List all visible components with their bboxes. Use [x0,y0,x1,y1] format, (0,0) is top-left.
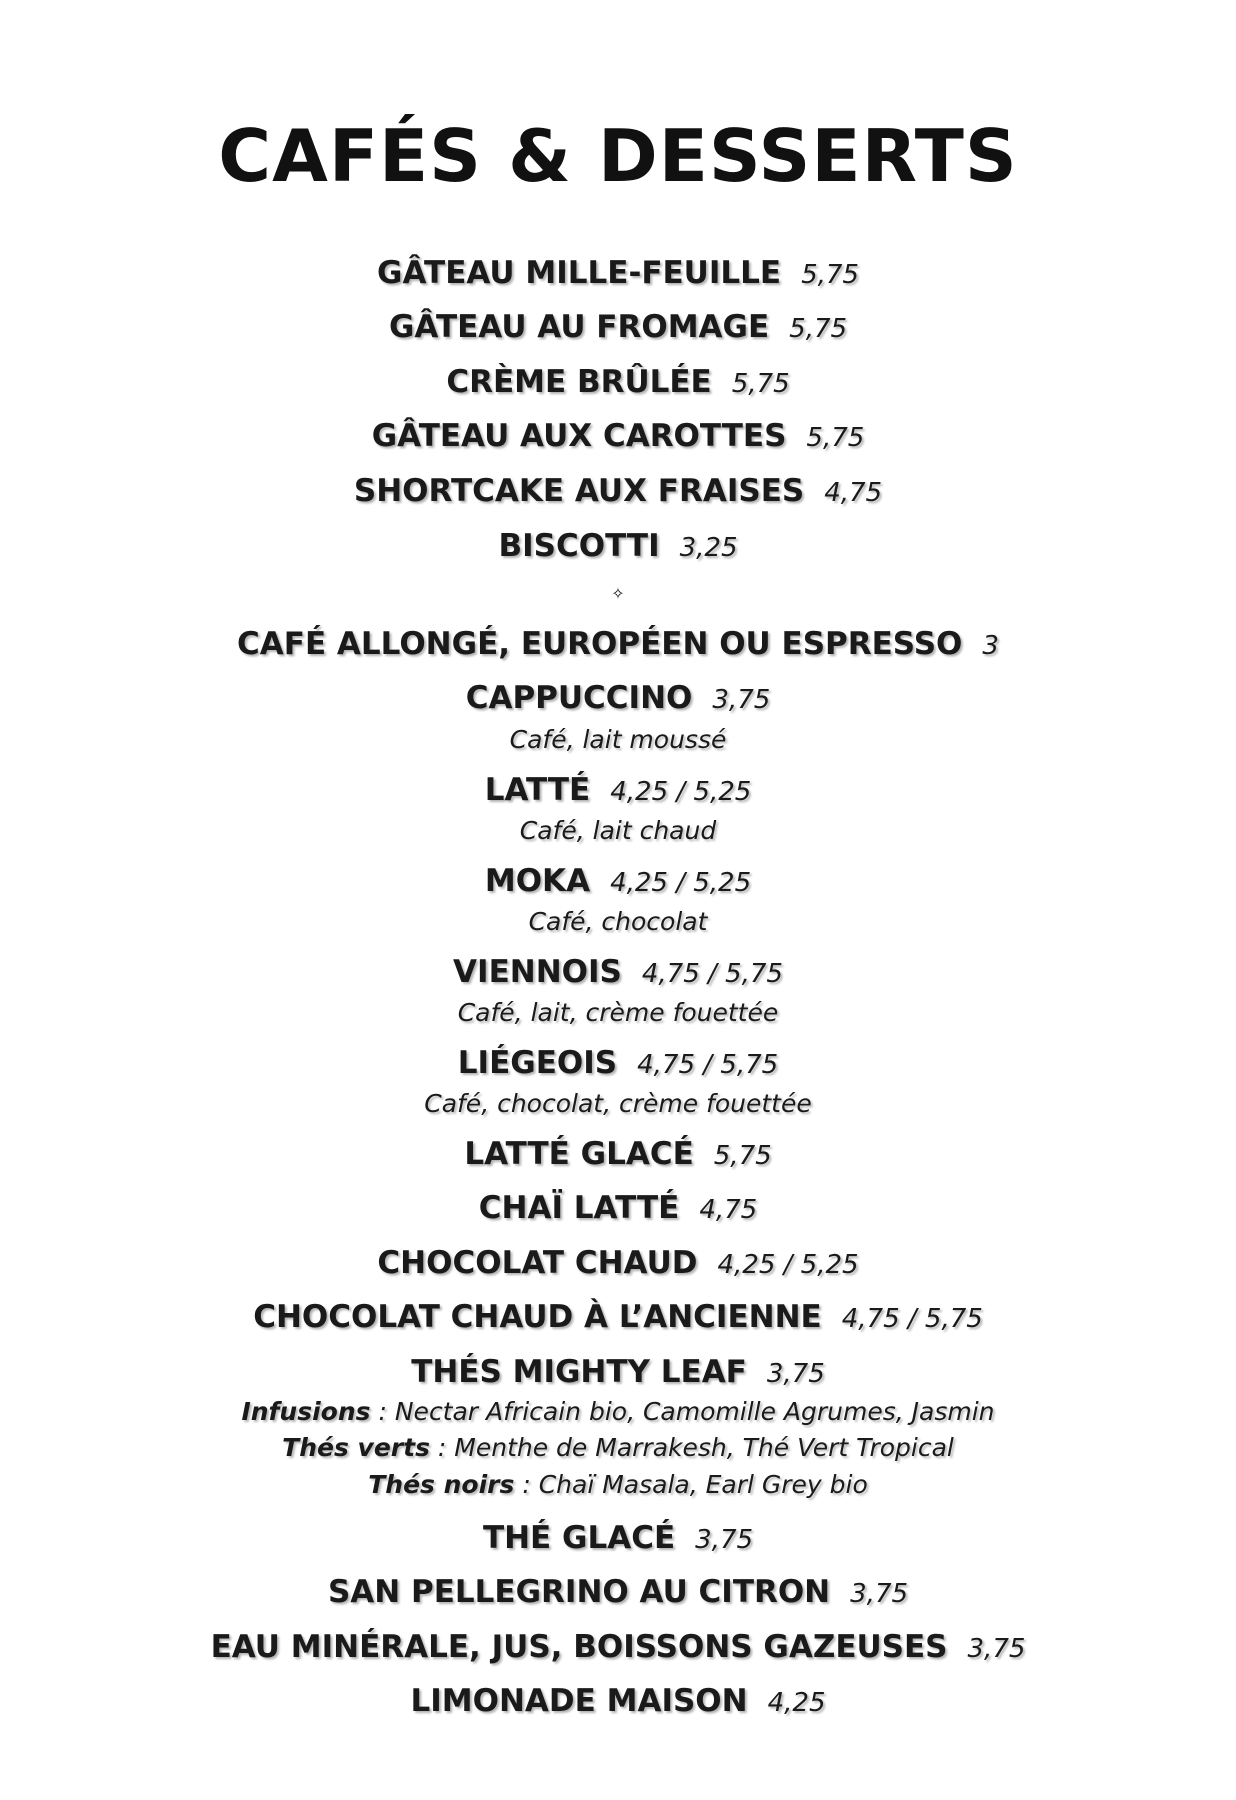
item-price: 4,75 / 5,75 [841,1304,983,1334]
tea-items: Nectar Africain bio, Camomille Agrumes, Jasmin [394,1397,995,1426]
page-title: CAFÉS & DESSERTS [218,114,1018,198]
item-price: 4,25 / 5,25 [610,868,752,898]
tea-category-label: Infusions [241,1397,371,1426]
item-price: 5,75 [806,423,865,453]
item-description: Café, chocolat, crème fouettée [424,1089,812,1118]
menu-item-drink [0,1188,1236,1233]
tea-category-label: Thés noirs [368,1470,515,1499]
item-price: 3,75 [766,1359,825,1389]
menu-item-drink [0,624,1236,669]
item-name: SHORTCAKE AUX FRAISES [353,473,805,509]
menu-item-dessert [0,362,1236,407]
tea-separator: : [429,1433,455,1462]
item-name: GÂTEAU AU FROMAGE [388,309,770,345]
item-name: LIMONADE MAISON [410,1683,748,1719]
item-name: LATTÉ [484,772,591,808]
item-name: EAU MINÉRALE, JUS, BOISSONS GAZEUSES [210,1629,948,1665]
menu-item-drink [0,1297,1236,1342]
menu-item-drink [0,1043,1236,1088]
item-name: GÂTEAU AUX CAROTTES [371,418,787,454]
tea-list-line [0,1468,1236,1502]
item-name: MOKA [484,863,591,899]
menu-item-dessert [0,253,1236,298]
item-price: 3,75 [850,1579,909,1609]
item-price: 3,75 [695,1525,754,1555]
item-name: BISCOTTI [498,528,660,564]
item-name: CHOCOLAT CHAUD À L’ANCIENNE [253,1299,822,1335]
menu-item-drink [0,1681,1236,1726]
menu-item-drink [0,1352,1236,1397]
item-price: 3 [982,631,999,661]
tea-list-line [0,1395,1236,1429]
item-price: 5,75 [731,369,790,399]
item-price: 3,75 [712,685,771,715]
menu-item-drink [0,1627,1236,1672]
item-name: CHOCOLAT CHAUD [377,1245,698,1281]
item-price: 3,25 [679,533,738,563]
tea-category-label: Thés verts [282,1433,430,1462]
item-name: THÉ GLACÉ [482,1520,676,1556]
item-price: 5,75 [801,260,859,290]
menu-item-drink [0,861,1236,906]
tea-items: Menthe de Marrakesh, Thé Vert Tropical [454,1433,954,1462]
item-price: 4,25 [767,1688,826,1718]
menu-item-drink [0,1518,1236,1563]
menu-item-dessert [0,471,1236,516]
item-price: 4,25 / 5,25 [717,1250,859,1280]
menu-item-drink [0,770,1236,815]
menu-item-drink [0,952,1236,997]
menu-item-dessert [0,526,1236,571]
item-name: SAN PELLEGRINO AU CITRON [327,1574,831,1610]
item-name: CAFÉ ALLONGÉ, EUROPÉEN OU ESPRESSO [237,626,963,662]
item-description: Café, lait moussé [509,725,727,754]
item-name: CRÈME BRÛLÉE [446,364,712,400]
item-name: LIÉGEOIS [457,1045,618,1081]
menu-item-drink [0,1134,1236,1179]
item-price: 3,75 [967,1634,1026,1664]
item-price: 4,75 / 5,75 [641,959,783,989]
tea-items: Chaï Masala, Earl Grey bio [538,1470,868,1499]
menu-item-drink [0,678,1236,723]
item-price: 4,75 [824,478,883,508]
menu-item-dessert [0,307,1236,352]
item-name: GÂTEAU MILLE-FEUILLE [377,255,782,291]
item-price: 5,75 [789,314,848,344]
menu-item-drink [0,1243,1236,1288]
item-name: VIENNOIS [453,954,622,990]
item-description: Café, lait chaud [519,816,717,845]
item-name: LATTÉ GLACÉ [464,1136,694,1172]
item-name: THÉS MIGHTY LEAF [411,1354,747,1390]
tea-list-line [0,1431,1236,1465]
item-price: 4,25 / 5,25 [610,777,752,807]
menu-item-dessert [0,416,1236,461]
item-price: 4,75 [699,1195,758,1225]
tea-separator: : [514,1470,539,1499]
menu-item-drink [0,1572,1236,1617]
tea-separator: : [370,1397,395,1426]
item-description: Café, lait, crème fouettée [457,998,779,1027]
item-name: CAPPUCCINO [465,680,693,716]
item-name: CHAÏ LATTÉ [478,1190,680,1226]
item-price: 4,75 / 5,75 [637,1050,779,1080]
item-price: 5,75 [713,1141,772,1171]
item-description: Café, chocolat [528,907,708,936]
section-separator-icon: ✧ [611,584,625,603]
